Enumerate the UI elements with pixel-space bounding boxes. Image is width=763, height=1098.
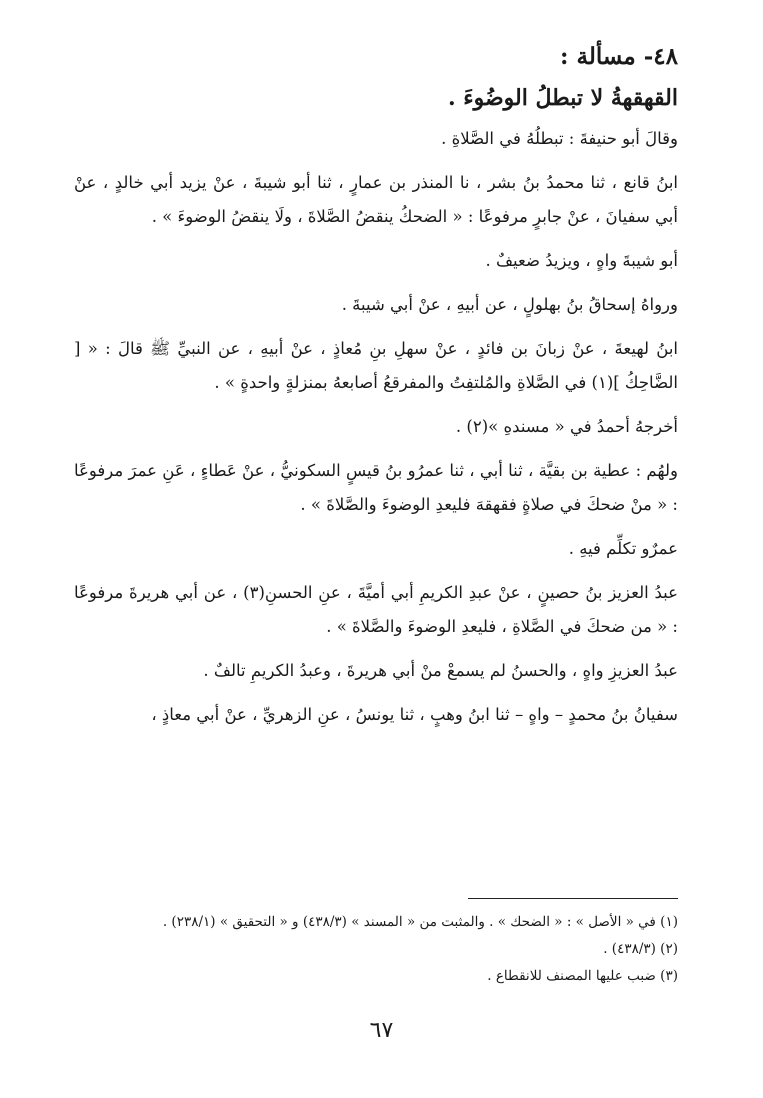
paragraph-5: ابنُ لهيعةَ ، عنْ زبانَ بن فائدٍ ، عنْ سهلِ بنِ مُعاذٍ ، عنْ أبيهِ ، عن النبيِّ ﷺ قالَ : « [ الضَّاحِكُ ](١) في الصَّلاةِ والمُلتفِتُ والمفرقعُ أصابعهُ بمنزلةٍ واحدةٍ » . xyxy=(74,339,678,392)
paragraph-10: عبدُ العزيزِ واهٍ ، والحسنُ لم يسمعْ منْ أبي هريرةَ ، وعبدُ الكريمِ تالفٌ . xyxy=(203,661,678,680)
issue-heading: ٤٨- مسألة : xyxy=(560,43,678,70)
paragraph-11: سفيانُ بنُ محمدٍ – واهٍ – ثنا ابنُ وهبٍ ، ثنا يونسُ ، عنِ الزهريِّ ، عنْ أبي معاذٍ ، xyxy=(151,705,678,724)
paragraph-9: عبدُ العزيز بنُ حصينٍ ، عنْ عبدِ الكريمِ أبي أميَّةَ ، عنِ الحسنِ(٣) ، عن أبي هريرةَ مرفوعًا : « من ضحكَ في الصَّلاةِ ، فليعدِ الوضوءَ والصَّلاةَ » . xyxy=(74,583,679,636)
footnotes xyxy=(74,898,678,990)
main-text xyxy=(74,40,678,742)
paragraph-4: ورواهُ إسحاقُ بنُ بهلولٍ ، عن أبيهِ ، عنْ أبي شيبةَ . xyxy=(341,295,678,314)
footnote-3: (٣) ضبب عليها المصنف للانقطاع . xyxy=(487,968,678,984)
footnote-1: (١) في « الأصل » : « الضحك » . والمثبت من « المسند » (٤٣٨/٣) و « التحقيق » (٢٣٨/١) . xyxy=(162,914,678,930)
issue-subheading: القهقهةُ لا تبطلُ الوضُوءَ . xyxy=(447,85,678,111)
paragraph-6: أخرجهُ أحمدُ في « مسندهِ »(٢) . xyxy=(455,417,678,436)
paragraph-2: ابنُ قانع ، ثنا محمدُ بنُ بشر ، نا المنذر بن عمارٍ ، ثنا أبو شيبةَ ، عنْ يزيد أبي خالدٍ ، عنْ أبي سفيانَ ، عنْ جابرٍ مرفوعًا : « الضحكُ ينقضُ الصَّلاةَ ، ولَا ينقضُ الوضوءَ » . xyxy=(74,173,678,226)
footnote-divider xyxy=(468,898,678,899)
paragraph-8: عمرٌو تكلِّم فيهِ . xyxy=(568,539,678,558)
paragraph-7: ولهُم : عطية بن بقيَّة ، ثنا أبي ، ثنا عمرُو بنُ قيسٍ السكونيُّ ، عنْ عَطاءٍ ، عَنِ عمرَ مرفوعًا : « منْ ضحكَ في صلاةٍ فقهقهَ فليعدِ الوضوءَ والصَّلاةَ » . xyxy=(74,461,678,514)
paragraph-1: وقالَ أبو حنيفةَ : تبطلُهُ في الصَّلاةِ . xyxy=(441,129,678,148)
page-number: ٦٧ xyxy=(369,1018,394,1043)
footnote-2: (٢) (٤٣٨/٣) . xyxy=(603,941,678,957)
paragraph-3: أبو شيبةَ واهٍ ، ويزيدُ ضعيفٌ . xyxy=(485,251,678,270)
